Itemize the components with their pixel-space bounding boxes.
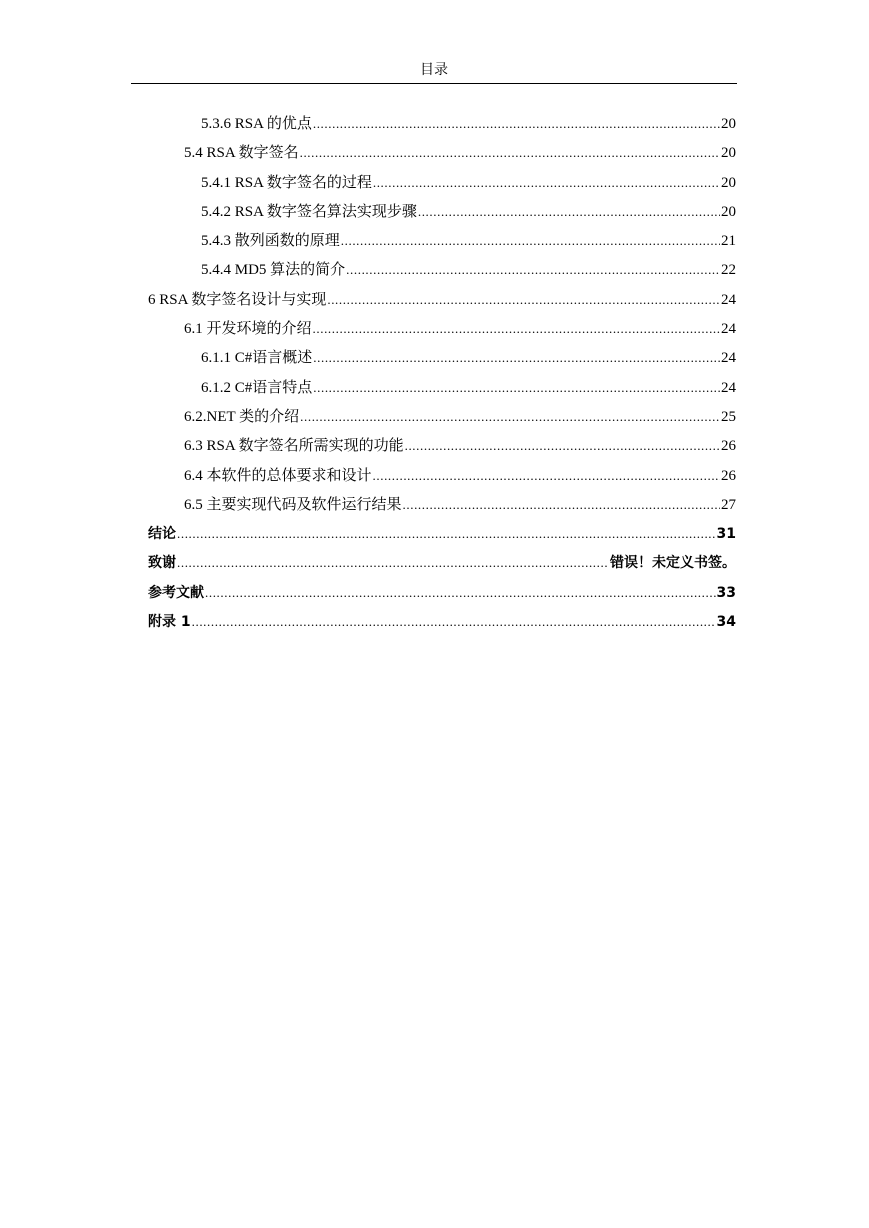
toc-entry-page: 27 — [721, 496, 736, 513]
toc-entry-6-5[interactable] — [148, 490, 736, 519]
toc-entry-page: 34 — [716, 614, 736, 631]
toc-entry-title: 5.4.1 RSA 数字签名的过程 — [201, 174, 372, 191]
toc-entry-page: 24 — [721, 321, 736, 338]
toc-entry-5-4-4[interactable] — [148, 255, 736, 284]
toc-entry-references[interactable] — [148, 578, 736, 607]
toc-entry-page: 20 — [721, 174, 736, 191]
dot-leader — [313, 109, 720, 138]
dot-leader — [313, 343, 720, 372]
toc-entry-page: 31 — [716, 526, 736, 543]
table-of-contents — [148, 109, 736, 636]
toc-entry-title: 5.4 RSA 数字签名 — [184, 145, 299, 162]
dot-leader — [373, 461, 720, 490]
header-title: 目录 — [420, 63, 448, 78]
toc-entry-page: 24 — [721, 291, 736, 308]
toc-entry-page-error: 错误！未定义书签。 — [610, 555, 736, 572]
dot-leader — [327, 285, 720, 314]
toc-entry-title: 6.1 开发环境的介绍 — [184, 321, 312, 338]
toc-entry-page: 24 — [721, 350, 736, 367]
toc-entry-6-1[interactable] — [148, 314, 736, 343]
dot-leader — [313, 373, 720, 402]
toc-entry-title: 6.3 RSA 数字签名所需实现的功能 — [184, 438, 404, 455]
toc-entry-page: 26 — [721, 438, 736, 455]
dot-leader — [373, 168, 720, 197]
toc-entry-title: 参考文献 — [148, 584, 204, 601]
toc-entry-page: 22 — [721, 262, 736, 279]
toc-entry-5-3-6[interactable] — [148, 109, 736, 138]
dot-leader — [341, 226, 720, 255]
toc-entry-page: 33 — [716, 584, 736, 601]
toc-entry-title: 6.4 本软件的总体要求和设计 — [184, 467, 372, 484]
dot-leader — [403, 490, 720, 519]
toc-entry-6-1-2[interactable] — [148, 373, 736, 402]
toc-entry-page: 20 — [721, 203, 736, 220]
toc-entry-title: 6 RSA 数字签名设计与实现 — [148, 291, 327, 308]
dot-leader — [177, 548, 609, 577]
dot-leader — [300, 402, 720, 431]
dot-leader — [205, 578, 716, 607]
toc-entry-page: 26 — [721, 467, 736, 484]
toc-entry-5-4-1[interactable] — [148, 168, 736, 197]
toc-entry-6-1-1[interactable] — [148, 343, 736, 372]
dot-leader — [346, 255, 720, 284]
toc-entry-6-3[interactable] — [148, 431, 736, 460]
toc-entry-title: 结论 — [148, 526, 176, 543]
toc-entry-title: 附录 1 — [148, 614, 191, 631]
dot-leader — [177, 519, 716, 548]
toc-entry-page: 21 — [721, 233, 736, 250]
toc-entry-title: 5.4.3 散列函数的原理 — [201, 233, 340, 250]
toc-entry-title: 5.4.4 MD5 算法的简介 — [201, 262, 346, 279]
toc-entry-page: 20 — [721, 116, 736, 132]
toc-entry-5-4-3[interactable] — [148, 226, 736, 255]
toc-entry-page: 20 — [721, 145, 736, 162]
dot-leader — [300, 138, 720, 167]
toc-entry-5-4-2[interactable] — [148, 197, 736, 226]
toc-entry-5-4[interactable] — [148, 138, 736, 167]
toc-entry-6-2[interactable] — [148, 402, 736, 431]
toc-entry-appendix-1[interactable] — [148, 607, 736, 636]
dot-leader — [405, 431, 720, 460]
page-header — [131, 60, 737, 84]
dot-leader — [313, 314, 720, 343]
toc-entry-title: 5.3.6 RSA 的优点 — [201, 116, 312, 132]
toc-entry-acknowledgements[interactable] — [148, 548, 736, 577]
dot-leader — [192, 607, 716, 636]
toc-entry-6[interactable] — [148, 285, 736, 314]
toc-entry-page: 25 — [721, 408, 736, 425]
toc-entry-conclusion[interactable] — [148, 519, 736, 548]
toc-entry-title: 6.1.2 C#语言特点 — [201, 379, 313, 396]
toc-entry-6-4[interactable] — [148, 461, 736, 490]
toc-entry-title: 6.5 主要实现代码及软件运行结果 — [184, 496, 402, 513]
toc-entry-title: 6.1.1 C#语言概述 — [201, 350, 313, 367]
dot-leader — [418, 197, 720, 226]
toc-entry-title: 5.4.2 RSA 数字签名算法实现步骤 — [201, 203, 417, 220]
toc-entry-title: 致谢 — [148, 555, 176, 572]
toc-entry-page: 24 — [721, 379, 736, 396]
toc-entry-title: 6.2.NET 类的介绍 — [184, 408, 300, 425]
